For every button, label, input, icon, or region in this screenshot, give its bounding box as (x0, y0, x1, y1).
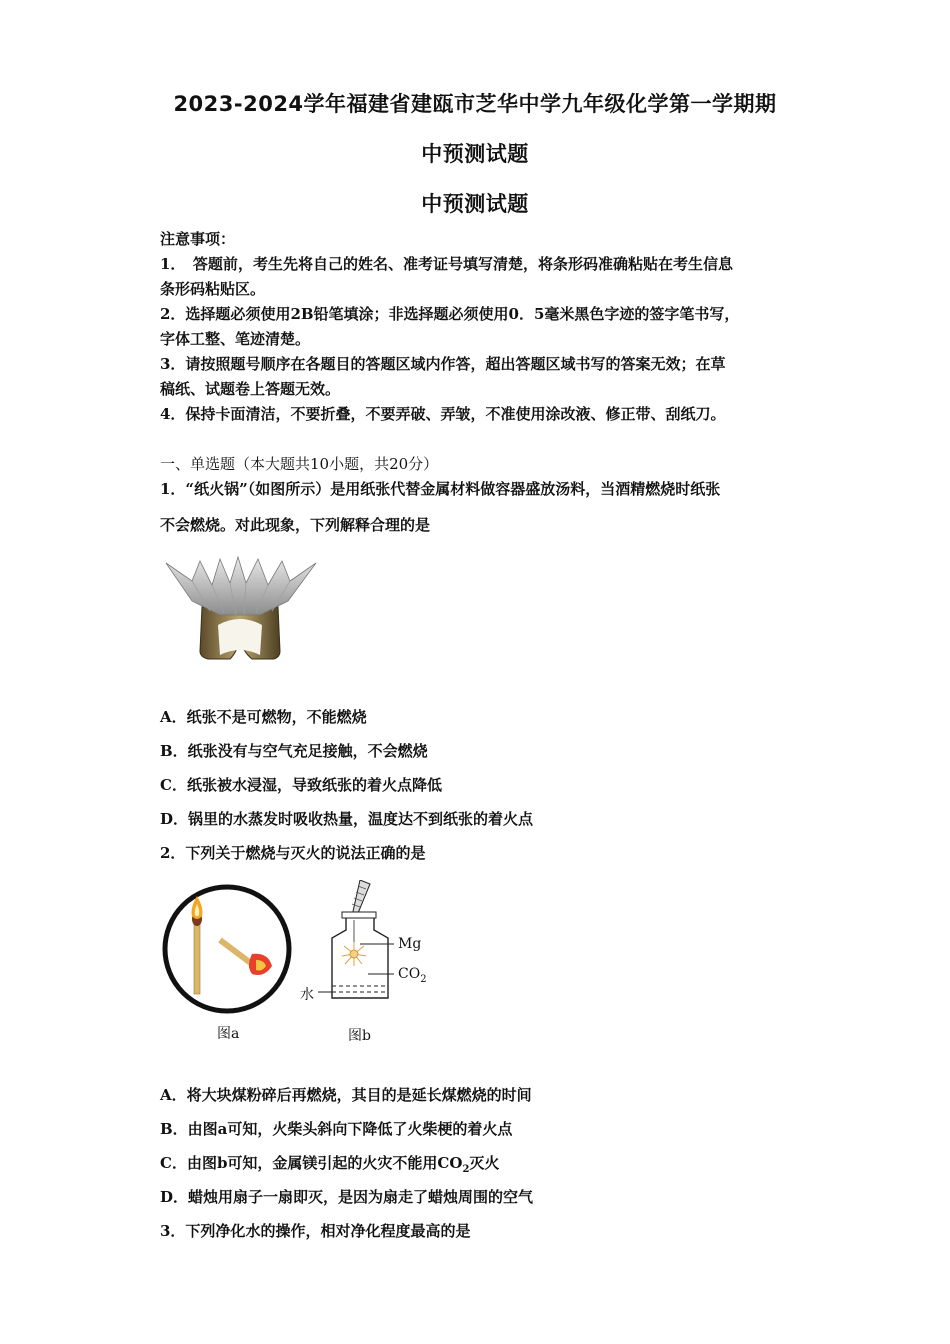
question-3-stem: 3．下列净化水的操作，相对净化程度最高的是 (160, 1222, 471, 1240)
figure-a-caption: 图a (217, 1026, 240, 1042)
question-1-stem-line-2: 不会燃烧。对此现象，下列解释合理的是 (160, 516, 431, 534)
paper-hotpot-figure (160, 555, 320, 667)
question-1-option-b: B．纸张没有与空气充足接触，不会燃烧 (160, 742, 428, 760)
question-1-option-d: D．锅里的水蒸发时吸收热量，温度达不到纸张的着火点 (160, 810, 534, 828)
page-title-line-2: 中预测试题 (421, 142, 529, 166)
question-1-option-a: A．纸张不是可燃物，不能燃烧 (160, 708, 367, 726)
notice-line: 字体工整、笔迹清楚。 (160, 330, 311, 348)
figure-b-co2-label: $CO_2$ (398, 966, 427, 985)
notice-line: 3．请按照题号顺序在各题目的答题区域内作答，超出答题区域书写的答案无效；在草 (160, 355, 726, 373)
notice-heading: 注意事项： (160, 230, 236, 248)
figure-a-matches (160, 882, 295, 1017)
notice-line: 稿纸、试题卷上答题无效。 (160, 380, 341, 398)
question-2-option-a: A．将大块煤粉碎后再燃烧，其目的是延长煤燃烧的时间 (160, 1086, 532, 1104)
section-heading: 一、单选题（本大题共10小题，共20分） (160, 455, 439, 473)
question-2-stem: 2．下列关于燃烧与灭火的说法正确的是 (160, 844, 426, 862)
figure-b-mg-label: Mg (398, 936, 422, 952)
page-title-line-1: 2023-2024学年福建省建瓯市芝华中学九年级化学第一学期期 (173, 92, 777, 116)
notice-line: 条形码粘贴区。 (160, 280, 266, 298)
question-2-option-d: D．蜡烛用扇子一扇即灭，是因为扇走了蜡烛周围的空气 (160, 1188, 534, 1206)
figure-b-water-label: 水 (300, 987, 314, 1003)
notice-line: 4．保持卡面清洁，不要折叠，不要弄破、弄皱，不准使用涂改液、修正带、刮纸刀。 (160, 405, 726, 423)
question-2-option-c: C．由图b可知，金属镁引起的火灾不能用$CO_2$灭火 (160, 1154, 500, 1175)
question-1-option-c: C．纸张被水浸湿，导致纸张的着火点降低 (160, 776, 442, 794)
figure-b-caption: 图b (348, 1028, 371, 1044)
question-2-option-b: B．由图a可知，火柴头斜向下降低了火柴梗的着火点 (160, 1120, 513, 1138)
question-1-stem-line-1: 1．“纸火锅”（如图所示）是用纸张代替金属材料做容器盛放汤料，当酒精燃烧时纸张 (160, 480, 721, 498)
notice-line: 2．选择题必须使用2B铅笔填涂；非选择题必须使用0．5毫米黑色字迹的签字笔书写， (160, 305, 740, 323)
page-title-line-3: 中预测试题 (421, 192, 529, 216)
notice-line: 1． 答题前，考生先将自己的姓名、准考证号填写清楚，将条形码准确粘贴在考生信息 (160, 255, 733, 273)
